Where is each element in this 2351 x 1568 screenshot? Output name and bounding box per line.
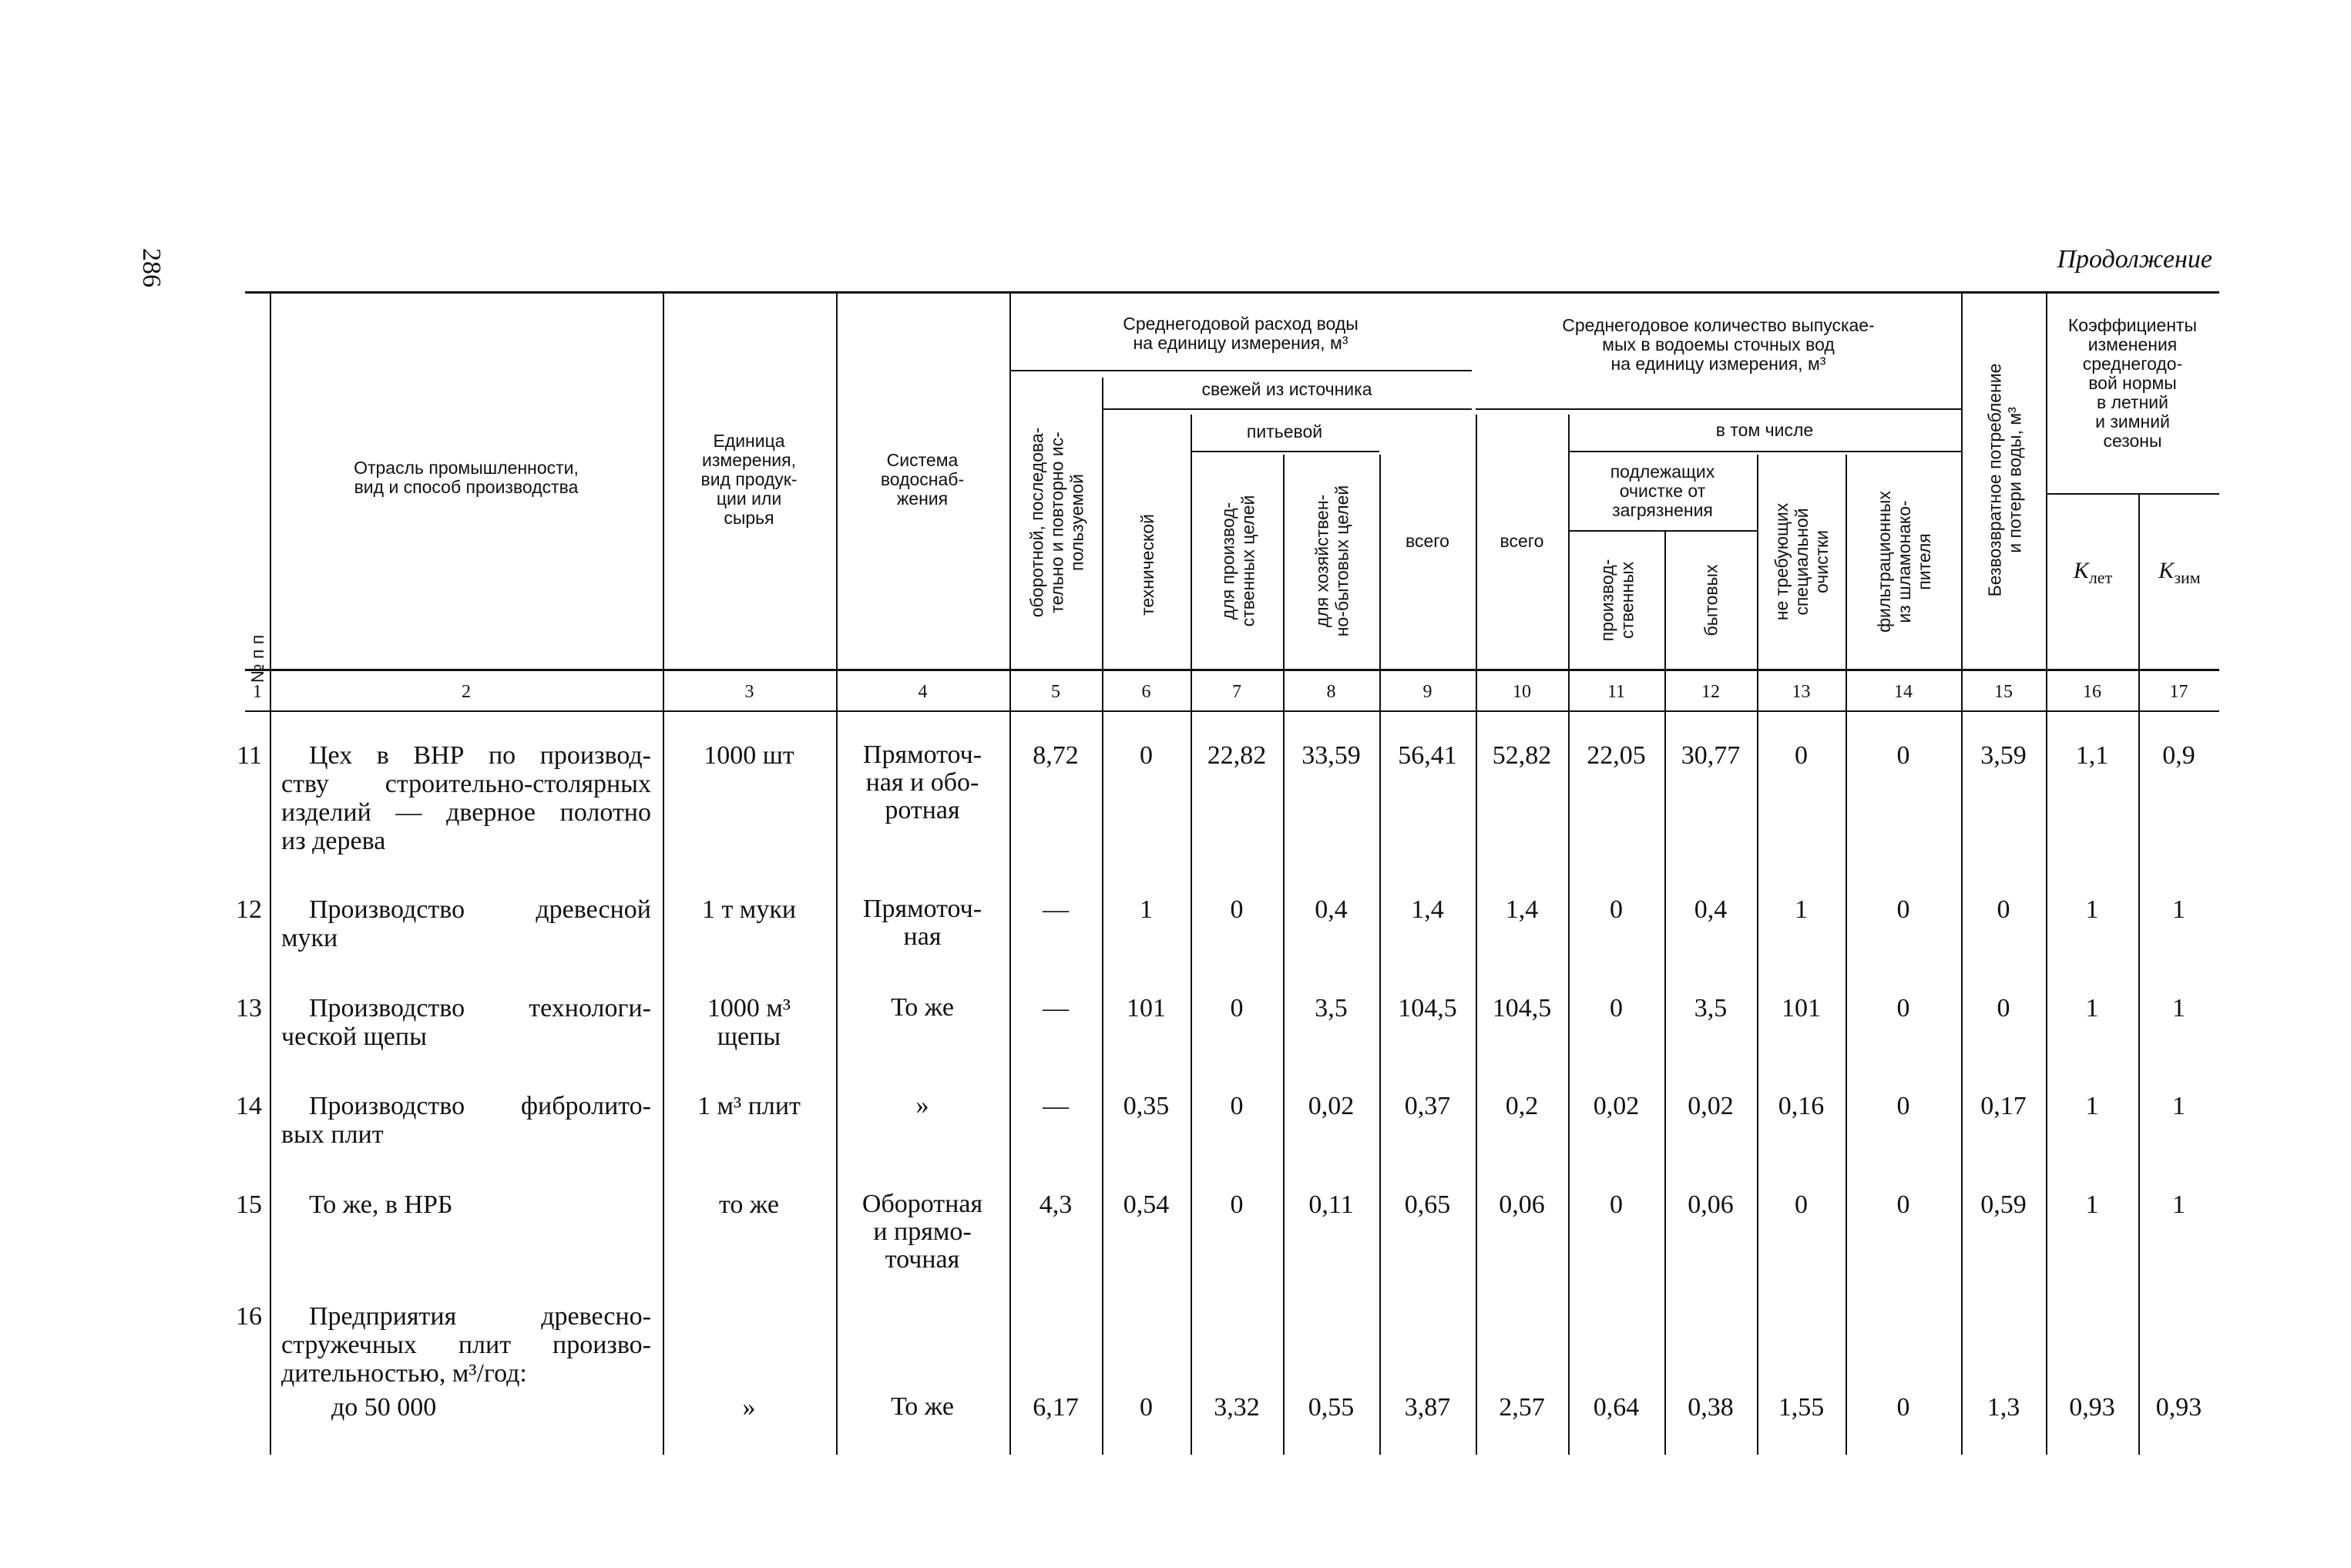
row-name-line: вых плит — [281, 1120, 384, 1149]
continuation-label: Продолжение — [2057, 245, 2212, 274]
row-number: 16 — [236, 1302, 262, 1331]
row-value: 8,72 — [1033, 741, 1079, 770]
column-number: 6 — [1141, 682, 1151, 702]
row-value: — — [1043, 1092, 1069, 1120]
header-col14-cell — [1847, 456, 1961, 667]
row-value: 0,4 — [1315, 895, 1348, 924]
row-value: 0 — [1230, 895, 1244, 924]
row-value: 0,9 — [2162, 741, 2195, 770]
row-name-line: То же, в НРБ — [309, 1190, 453, 1219]
header-group-coef: Коэффициенты изменения среднегодо- вой нормы в летний и зимний сезоны — [2067, 315, 2198, 451]
row-name — [281, 1092, 651, 1149]
group-rule-consumption — [1009, 370, 1472, 371]
header-col15: Безвозвратное потребление и потери воды, м³ — [1984, 363, 2025, 597]
row-value: 56,41 — [1398, 741, 1457, 770]
header-group-discharge: Среднегодовое количество выпускае- мых в водоемы сточных вод на единицу измерения, м³ — [1562, 315, 1875, 374]
row-value: 1,4 — [1505, 895, 1539, 924]
row-value: 2,57 — [1499, 1393, 1545, 1422]
row-value: 0 — [1140, 1393, 1153, 1422]
header-group-consumption: Среднегодовой расход воды на единицу измерения, м³ — [1123, 314, 1359, 353]
row-value: 0,4 — [1694, 895, 1728, 924]
row-value: 4,3 — [1039, 1190, 1073, 1219]
row-value: 0,17 — [1980, 1092, 2027, 1120]
row-value: 0 — [1140, 741, 1153, 770]
column-number: 3 — [744, 682, 754, 702]
group-rule-including — [1568, 451, 1961, 452]
header-col1: № п п — [247, 634, 267, 683]
row-value: 6,17 — [1033, 1393, 1079, 1422]
row-system: То же — [891, 1392, 954, 1421]
row-name — [281, 1190, 651, 1219]
row-unit: » — [742, 1393, 756, 1422]
row-name-line: дительностью, м³/год: — [281, 1359, 527, 1388]
row-value: 0 — [1795, 1190, 1808, 1219]
page-number: 286 — [137, 248, 166, 287]
row-value: 101 — [1782, 994, 1821, 1022]
column-number: 11 — [1607, 682, 1626, 702]
header-col13-cell — [1758, 456, 1846, 667]
row-value: 0 — [1997, 895, 2010, 924]
row-value: 0,59 — [1980, 1190, 2027, 1219]
row-value: 0 — [1230, 1092, 1244, 1120]
group-rule-fresh — [1102, 408, 1472, 410]
row-value: 22,82 — [1207, 741, 1267, 770]
row-value: 30,77 — [1681, 741, 1741, 770]
row-value: 0,38 — [1688, 1393, 1734, 1422]
header-col13: не требующих специальной очистки — [1772, 502, 1832, 621]
row-value: 22,05 — [1587, 741, 1646, 770]
header-group-drinking: питьевой — [1246, 421, 1323, 442]
header-col16: $K_{лет}$ — [2073, 558, 2113, 587]
column-number: 7 — [1232, 682, 1241, 702]
header-col4: Система водоснаб- жения — [880, 450, 965, 509]
header-col12: бытовых — [1701, 564, 1721, 636]
row-value: 0,37 — [1404, 1092, 1451, 1120]
row-value: 0 — [1610, 895, 1623, 924]
column-rule — [1476, 415, 1477, 1455]
row-value: 0,64 — [1593, 1393, 1640, 1422]
row-name-line: Предприятия древесно- — [309, 1302, 651, 1331]
row-value: 3,87 — [1404, 1393, 1451, 1422]
column-number: 12 — [1701, 682, 1720, 702]
row-unit: 1000 м³ щепы — [707, 994, 791, 1051]
column-rule — [2046, 291, 2047, 1455]
row-name-line: Цех в ВНР по производ- — [309, 741, 651, 770]
row-value: 0 — [1997, 994, 2010, 1022]
header-col17: $K_{зим}$ — [2158, 558, 2201, 587]
row-value: 1,1 — [2075, 741, 2109, 770]
row-value: 0,2 — [1505, 1092, 1539, 1120]
header-col12-cell — [1666, 533, 1757, 667]
row-value: — — [1043, 994, 1069, 1022]
row-value: 0 — [1896, 994, 1910, 1022]
row-subname: до 50 000 — [331, 1393, 437, 1422]
row-value: 1 — [2085, 1190, 2099, 1219]
row-number: 12 — [236, 895, 262, 924]
row-value: 0 — [1896, 895, 1910, 924]
row-name-line: стружечных плит произво- — [281, 1331, 651, 1359]
row-value: 3,5 — [1694, 994, 1728, 1022]
column-number-rule — [245, 710, 2219, 712]
row-value: — — [1043, 895, 1069, 924]
group-rule-coef — [2046, 493, 2219, 495]
row-value: 1 — [1140, 895, 1153, 924]
row-number: 15 — [236, 1190, 262, 1219]
row-value: 0 — [1896, 741, 1910, 770]
column-rule — [1664, 530, 1666, 1455]
row-unit: 1 м³ плит — [697, 1092, 801, 1120]
header-group-treatment: подлежащих очистке от загрязнения — [1610, 462, 1715, 520]
row-value: 0,02 — [1688, 1092, 1734, 1120]
column-number: 16 — [2083, 682, 2101, 702]
column-number: 4 — [918, 682, 928, 702]
row-name-line: ческой щепы — [281, 1022, 427, 1051]
header-col11-cell — [1570, 533, 1664, 667]
row-value: 1,4 — [1411, 895, 1444, 924]
table-top-rule — [245, 291, 2219, 294]
row-name-line: из дерева — [281, 827, 386, 855]
row-value: 0,93 — [2155, 1393, 2202, 1422]
row-value: 0 — [1610, 994, 1623, 1022]
row-value: 0,06 — [1688, 1190, 1734, 1219]
row-value: 0,02 — [1308, 1092, 1355, 1120]
row-value: 1 — [2172, 1190, 2185, 1219]
row-value: 0,54 — [1123, 1190, 1170, 1219]
column-rule — [270, 291, 271, 1455]
header-col2: Отрасль промышленности, вид и способ производства — [354, 458, 579, 497]
row-value: 1 — [2172, 1092, 2185, 1120]
column-number: 1 — [253, 682, 262, 702]
column-number: 10 — [1513, 682, 1531, 702]
column-number: 5 — [1051, 682, 1060, 702]
column-number: 14 — [1894, 682, 1913, 702]
row-name — [281, 741, 651, 855]
header-col8-cell — [1285, 455, 1379, 667]
row-value: 52,82 — [1492, 741, 1552, 770]
row-value: 33,59 — [1301, 741, 1361, 770]
row-name-line: Производство древесной — [309, 895, 651, 924]
row-value: 0,16 — [1778, 1092, 1825, 1120]
row-value: 1 — [2085, 895, 2099, 924]
row-value: 0 — [1896, 1393, 1910, 1422]
row-number: 13 — [236, 994, 262, 1022]
row-system: То же — [891, 993, 954, 1022]
header-col14: фильтрационных из шламонако- пителя — [1874, 491, 1934, 633]
row-value: 0 — [1610, 1190, 1623, 1219]
header-col7: для производ- ственных целей — [1217, 495, 1258, 627]
column-number: 8 — [1326, 682, 1336, 702]
row-system: Оборотная и прямо- точная — [861, 1190, 983, 1274]
row-system: » — [915, 1091, 929, 1120]
row-value: 104,5 — [1398, 994, 1457, 1022]
header-col5: оборотной, последова- тельно и повторно ис- пользуемой — [1026, 427, 1087, 618]
row-name-line: Производство фибролито- — [309, 1092, 651, 1120]
row-value: 1 — [1795, 895, 1808, 924]
header-col3: Единица измерения, вид продук- ции или сырья — [700, 431, 798, 528]
group-rule-treatment — [1568, 530, 1757, 532]
group-rule-drinking — [1191, 451, 1379, 452]
row-value: 0 — [1896, 1190, 1910, 1219]
row-value: 1,3 — [1987, 1393, 2020, 1422]
row-value: 3,5 — [1315, 994, 1348, 1022]
row-value: 0,93 — [2069, 1393, 2115, 1422]
header-col6: технической — [1137, 514, 1157, 616]
group-rule-discharge — [1476, 408, 1961, 410]
column-number: 2 — [462, 682, 471, 702]
header-col9: всего — [1406, 531, 1449, 551]
row-value: 0 — [1230, 1190, 1244, 1219]
row-value: 1 — [2172, 895, 2185, 924]
row-value: 1 — [2172, 994, 2185, 1022]
row-name-line: ству строительно-столярных — [281, 770, 651, 798]
row-name — [281, 895, 651, 952]
header-col10: всего — [1500, 531, 1544, 551]
row-unit: то же — [718, 1190, 780, 1219]
header-group-including: в том числе — [1715, 420, 1814, 440]
row-system: Прямоточ- ная и обо- ротная — [862, 740, 982, 824]
row-name-line: Производство технологи- — [309, 994, 651, 1022]
row-value: 0,06 — [1499, 1190, 1545, 1219]
row-name-line: изделий — дверное полотно — [281, 798, 651, 827]
row-number: 11 — [237, 741, 262, 770]
column-rule — [1379, 455, 1381, 1455]
row-value: 3,32 — [1214, 1393, 1260, 1422]
row-value: 0,02 — [1593, 1092, 1640, 1120]
row-value: 1 — [2085, 1092, 2099, 1120]
row-name — [281, 1302, 651, 1388]
column-rule — [2138, 493, 2140, 1455]
header-group-fresh: свежей из источника — [1201, 379, 1372, 399]
row-unit: 1 т муки — [701, 895, 797, 924]
row-value: 0 — [1230, 994, 1244, 1022]
row-name — [281, 994, 651, 1051]
row-value: 3,59 — [1980, 741, 2027, 770]
row-value: 0,35 — [1123, 1092, 1170, 1120]
column-number: 9 — [1422, 682, 1432, 702]
header-col5-cell — [1011, 378, 1102, 667]
row-value: 101 — [1127, 994, 1166, 1022]
row-system: Прямоточ- ная — [862, 895, 982, 951]
row-value: 1,55 — [1778, 1393, 1825, 1422]
row-value: 0,11 — [1308, 1190, 1354, 1219]
row-value: 0,55 — [1308, 1393, 1355, 1422]
row-number: 14 — [236, 1092, 262, 1120]
row-value: 0 — [1896, 1092, 1910, 1120]
column-number: 17 — [2169, 682, 2188, 702]
row-value: 104,5 — [1492, 994, 1552, 1022]
column-number: 13 — [1792, 682, 1811, 702]
header-col6-cell — [1103, 462, 1191, 667]
header-col7-cell — [1192, 455, 1283, 667]
header-col8: для хозяйствен- но-бытовых целей — [1312, 485, 1352, 637]
header-bottom-rule — [245, 669, 2219, 671]
header-col1-cell — [245, 539, 270, 683]
header-col11: производ- ственных — [1597, 559, 1637, 642]
row-unit: 1000 шт — [704, 741, 794, 770]
row-value: 1 — [2085, 994, 2099, 1022]
header-col15-cell — [1963, 293, 2046, 667]
row-value: 0,65 — [1404, 1190, 1451, 1219]
column-number: 15 — [1994, 682, 2013, 702]
row-name-line: муки — [281, 924, 338, 952]
row-value: 0 — [1795, 741, 1808, 770]
